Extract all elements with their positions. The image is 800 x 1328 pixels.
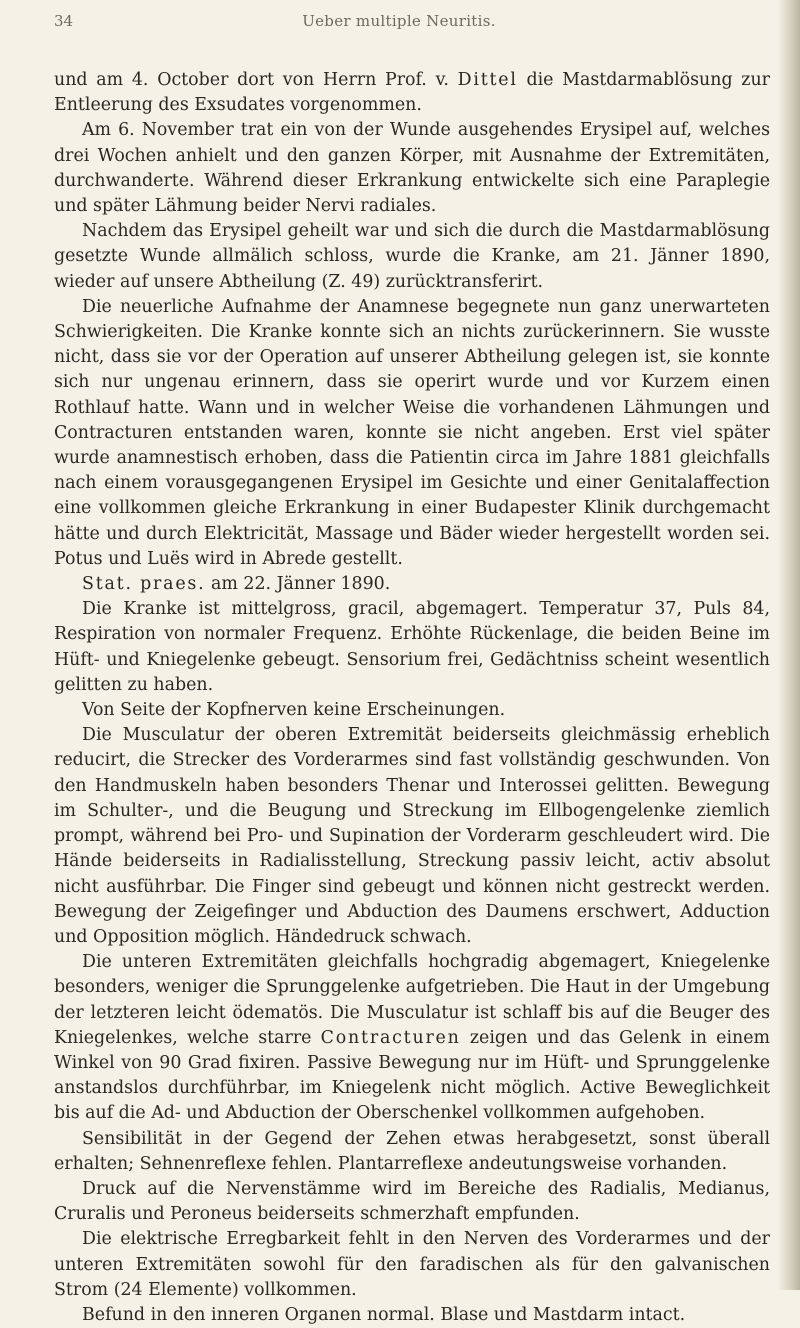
paragraph bbox=[54, 118, 770, 219]
paragraph bbox=[54, 698, 770, 723]
paragraph bbox=[54, 723, 770, 950]
paragraph-text: Die neuerliche Aufnahme der Anamnese begegnete nun ganz unerwarteten Schwierigkeiten. Die Kranke konnte sich an nichts zurückerinnern. Sie wusste nicht, dass sie vor der Operation auf unserer Abtheilung gelegen ist, sie konnte sich nur ungenau erinnern, dass sie operirt wurde und vor Kurzem einen Rothlauf hatte. Wann und in welcher Weise die vorhandenen Lähmungen und Contracturen entstanden waren, konnte sie nicht angeben. Erst viel später wurde anamnestisch erhoben, dass die Patientin circa im Jahre 1881 gleichfalls nach einem vorausgegangenen Erysipel im Gesichte und einer Genitalaffection eine vollkommen gleiche Erkrankung in einer Budapester Klinik durchgemacht hätte und durch Elektricität, Massage und Bäder wieder hergestellt worden sei. Potus und Luës wird in Abrede gestellt. bbox=[54, 296, 770, 569]
page-header bbox=[54, 8, 744, 34]
running-title: Ueber multiple Neuritis. bbox=[302, 12, 496, 30]
paragraph-text: Die Kranke ist mittelgross, gracil, abgemagert. Temperatur 37, Puls 84, Respiration von normaler Frequenz. Erhöhte Rückenlage, die beiden Beine im Hüft- und Kniegelenke gebeugt. Sensorium frei, Gedächtniss scheint wesentlich gelitten zu haben. bbox=[54, 599, 770, 695]
emphasis-text: Contracturen bbox=[320, 1027, 461, 1048]
paragraph-text: Am 6. November trat ein von der Wunde ausgehendes Erysipel auf, welches drei Wochen anhielt und den ganzen Körper, mit Ausnahme der Extremitäten, durchwanderte. Während dieser Erkrankung entwickelte sich eine Paraplegie und später Lähmung beider Nervi radiales. bbox=[54, 120, 770, 217]
paragraph bbox=[54, 572, 770, 597]
paragraph bbox=[54, 1303, 770, 1328]
paragraph-text: und am 4. October dort von Herrn Prof. v. bbox=[54, 70, 458, 90]
emphasis-text: Stat. praes. bbox=[82, 574, 206, 595]
paragraph-text: Befund in den inneren Organen normal. Blase und Mastdarm intact. bbox=[82, 1304, 686, 1325]
body-text bbox=[54, 68, 770, 1328]
paragraph-text: Die Musculatur der oberen Extremität beiderseits gleichmässig erheblich reducirt, die Strecker des Vorderarmes sind fast vollständig geschwunden. Von den Handmuskeln haben besonders Thenar und Interossei gelitten. Bewegung im Schulter-, und die Beugung und Streckung im Ellbogengelenke ziemlich prompt, während bei Pro- und Supination der Vorderarm geschleudert wird. Die Hände beiderseits in Radialisstellung, Streckung passiv leicht, activ absolut nicht ausführbar. Die Finger sind gebeugt und können nicht gestreckt werden. Bewegung der Zeigefinger und Abduction des Daumens erschwert, Adduction und Opposition möglich. Händedruck schwach. bbox=[54, 725, 770, 947]
paragraph bbox=[54, 1127, 770, 1177]
paragraph-text: Nachdem das Erysipel geheilt war und sich die durch die Mastdarmablösung gesetzte Wunde allmälich schloss, wurde die Kranke, am 21. Jänner 1890, wieder auf unsere Abtheilung (Z. 49) zurücktransferirt. bbox=[54, 221, 770, 292]
page-edge-shadow bbox=[778, 0, 800, 1290]
paragraph bbox=[54, 295, 770, 572]
paragraph-text: Von Seite der Kopfnerven keine Erscheinungen. bbox=[82, 700, 506, 721]
paragraph bbox=[54, 1227, 770, 1303]
paragraph-text: zeigen und das Gelenk in einem Winkel von 90 Grad fixiren. Passive Bewegung nur im Hüft- und Sprunggelenke anstandslos durchführbar, im Kniegelenk nicht möglich. Active Beweglichkeit bis auf die Ad- und Abduction der Oberschenkel vollkommen aufgehoben. bbox=[54, 1027, 770, 1124]
paragraph bbox=[54, 1177, 770, 1227]
paragraph bbox=[54, 68, 770, 118]
paragraph-text: Sensibilität in der Gegend der Zehen etwas herabgesetzt, sonst überall erhalten; Sehnenreflexe fehlen. Plantarreflexe andeutungsweise vorhanden. bbox=[54, 1128, 770, 1174]
emphasis-text: Dittel bbox=[457, 70, 518, 90]
paragraph-text: Druck auf die Nervenstämme wird im Bereiche des Radialis, Medianus, Cruralis und Peroneus beiderseits schmerzhaft empfunden. bbox=[54, 1178, 770, 1225]
paragraph bbox=[54, 597, 770, 698]
paragraph-text: Die elektrische Erregbarkeit fehlt in den Nerven des Vorderarmes und der unteren Extremitäten sowohl für den faradischen als für den galvanischen Strom (24 Elemente) vollkommen. bbox=[54, 1229, 770, 1300]
paragraph bbox=[54, 950, 770, 1126]
paragraph-text: am 22. Jänner 1890. bbox=[205, 574, 391, 595]
page-number: 34 bbox=[54, 12, 74, 30]
paragraph-text: die Mastdarmablösung zur Entleerung des Exsudates vorgenommen. bbox=[54, 70, 770, 116]
paragraph-text: Die unteren Extremitäten gleichfalls hochgradig abgemagert, Kniegelenke besonders, weniger die Sprunggelenke aufgetrieben. Die Haut in der Umgebung der letzteren leicht ödematös. Die Musculatur ist schlaff bis auf die Beuger des Kniegelenkes, welche starre bbox=[54, 952, 770, 1048]
paragraph bbox=[54, 219, 770, 295]
